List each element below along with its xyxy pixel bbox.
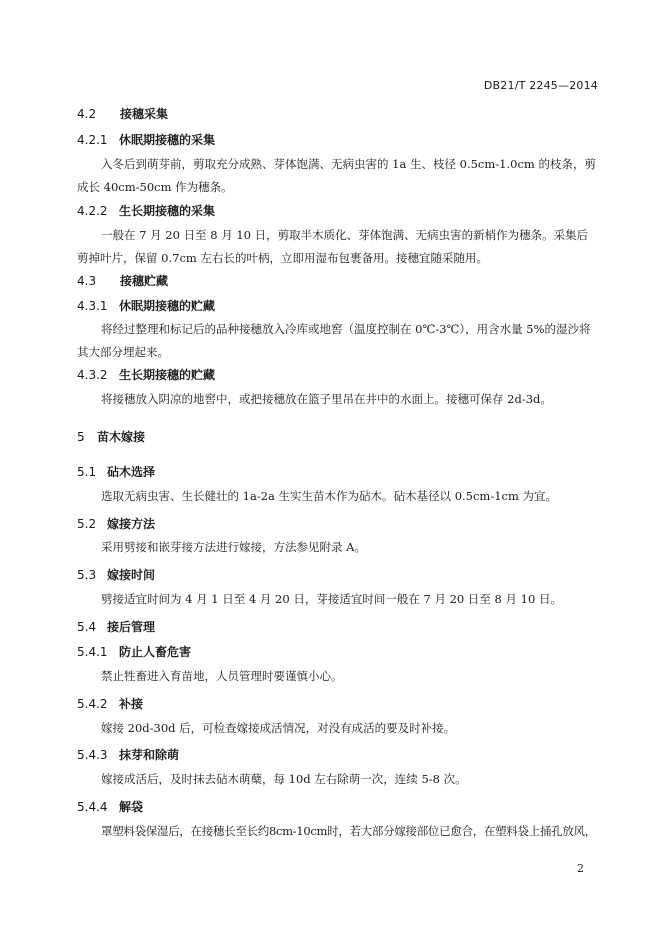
heading-number: 4.3 (77, 274, 97, 288)
paragraph-4-3-2: 将接穗放入阴凉的地窖中，或把接穗放在篮子里吊在井中的水面上。接穗可保存 2d-3d。 (101, 392, 552, 406)
heading-5-4-1 (77, 643, 191, 660)
heading-title: 接后管理 (107, 620, 156, 634)
heading-title: 嫁接时间 (107, 568, 156, 582)
heading-number: 5.4 (77, 620, 97, 634)
heading-title: 嫁接方法 (107, 517, 156, 531)
heading-5-4-4 (77, 798, 143, 815)
heading-title: 休眠期接穗的采集 (119, 133, 216, 147)
heading-5-4-2 (77, 695, 143, 712)
heading-number: 5.4.3 (77, 748, 108, 762)
heading-5 (77, 428, 145, 445)
heading-4-3-1 (77, 297, 215, 314)
paragraph-4-2-1: 入冬后到萌芽前，剪取充分成熟、芽体饱满、无病虫害的 1a 生、枝径 0.5cm-1.0cm 的枝条，剪成长 40cm-50cm 作为穗条。 (77, 157, 596, 194)
heading-5-4-3 (77, 746, 179, 763)
paragraph-5-4-4: 罩塑料袋保湿后，在接穗长至长约8cm-10cm时，若大部分嫁接部位已愈合，在塑料袋上捅孔放风， (101, 824, 596, 838)
heading-number: 5.2 (77, 517, 97, 531)
heading-title: 休眠期接穗的贮藏 (119, 299, 216, 313)
paragraph-5-1: 选取无病虫害、生长健壮的 1a-2a 生实生苗木作为砧木。砧木基径以 0.5cm-1cm 为宜。 (101, 489, 558, 503)
heading-4-3 (77, 272, 168, 289)
heading-number: 4.3.1 (77, 299, 108, 313)
heading-4-3-2 (77, 366, 215, 383)
heading-number: 5.4.1 (77, 645, 108, 659)
heading-4-2 (77, 105, 168, 122)
heading-4-2-2 (77, 202, 215, 219)
heading-5-3 (77, 566, 155, 583)
heading-number: 4.2.1 (77, 133, 108, 147)
paragraph-4-2-2: 一般在 7 月 20 日至 8 月 10 日，剪取半木质化、芽体饱满、无病虫害的新梢作为穗条。采集后剪掉叶片，保留 0.7cm 左右长的叶柄，立即用湿布包裹备用。接穗宜随采随用。 (77, 228, 589, 265)
heading-title: 抹芽和除萌 (119, 748, 180, 762)
paragraph-5-4-2: 嫁接 20d-30d 后，可检查嫁接成活情况，对没有成活的要及时补接。 (101, 721, 456, 735)
heading-number: 5.3 (77, 568, 97, 582)
heading-number: 4.2 (77, 107, 97, 121)
heading-title: 补接 (119, 697, 144, 711)
paragraph-5-3: 劈接适宜时间为 4 月 1 日至 4 月 20 日，芽接适宜时间一般在 7 月 20 日至 8 月 10 日。 (101, 592, 562, 606)
heading-title: 解袋 (119, 800, 144, 814)
heading-4-2-1 (77, 131, 215, 148)
heading-5-2 (77, 515, 155, 532)
heading-title: 防止人畜危害 (119, 645, 192, 659)
heading-5-1 (77, 463, 155, 480)
paragraph-5-2: 采用劈接和嵌芽接方法进行嫁接，方法参见附录 A。 (101, 540, 366, 554)
heading-number: 5 (77, 430, 85, 444)
heading-title: 接穗采集 (120, 107, 169, 121)
heading-title: 生长期接穗的采集 (119, 204, 216, 218)
heading-title: 砧木选择 (107, 465, 156, 479)
paragraph-4-3-1: 将经过整理和标记后的品种接穗放入冷库或地窖（温度控制在 0℃-3℃），用含水量 5%的湿沙将其大部分埋起来。 (77, 322, 591, 359)
heading-number: 4.2.2 (77, 204, 108, 218)
heading-number: 5.4.4 (77, 800, 108, 814)
heading-number: 4.3.2 (77, 368, 108, 382)
heading-title: 生长期接穗的贮藏 (119, 368, 216, 382)
heading-number: 5.1 (77, 465, 97, 479)
heading-title: 接穗贮藏 (120, 274, 169, 288)
page-number: 2 (577, 862, 584, 875)
paragraph-5-4-1: 禁止牲畜进入育苗地，人员管理时要谨慎小心。 (101, 669, 343, 683)
heading-title: 苗木嫁接 (97, 430, 146, 444)
standard-code: DB21/T 2245—2014 (483, 79, 598, 92)
heading-number: 5.4.2 (77, 697, 108, 711)
heading-5-4 (77, 618, 155, 635)
paragraph-5-4-3: 嫁接成活后，及时抹去砧木萌蘖，每 10d 左右除萌一次，连续 5-8 次。 (101, 772, 467, 786)
